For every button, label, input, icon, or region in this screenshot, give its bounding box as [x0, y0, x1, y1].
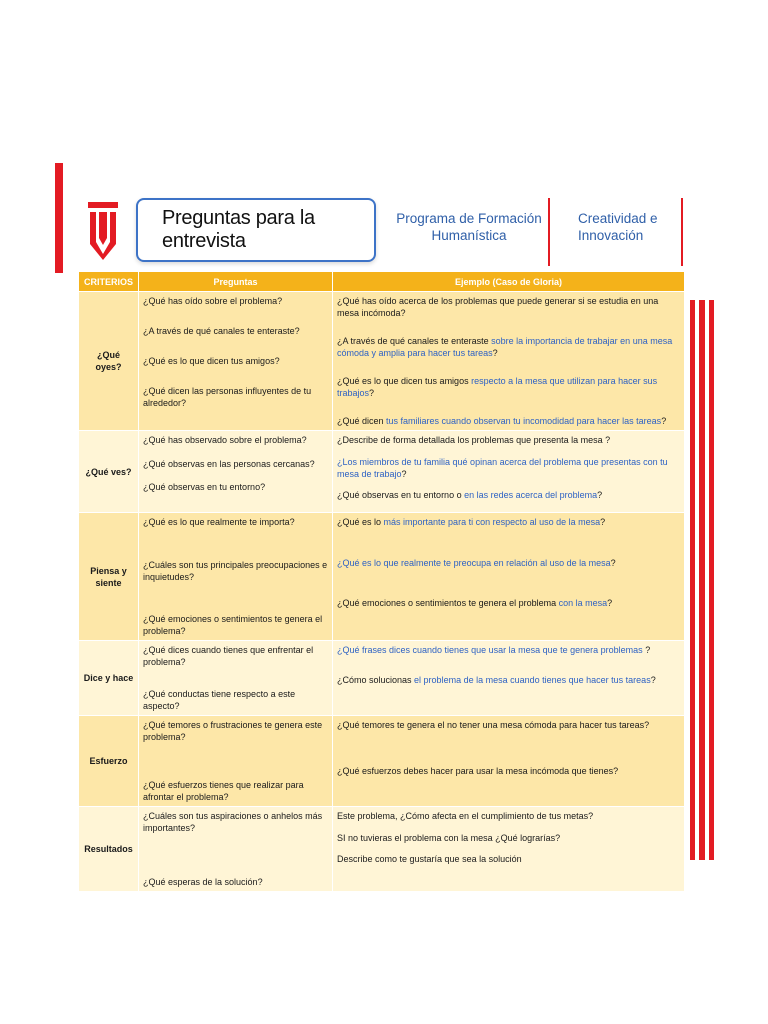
- table-row: [79, 716, 685, 807]
- ejemplo-text: [337, 644, 680, 656]
- preguntas-cell: [139, 716, 333, 807]
- ejemplo-text-black: SI no tuvieras el problema con la mesa ¿Qué lograrías?: [337, 832, 561, 843]
- preguntas-cell: [139, 641, 333, 716]
- ejemplo-text-tail: ?: [610, 557, 616, 568]
- ejemplo-text-tail: ?: [661, 416, 667, 426]
- ejemplo-text-tail: ?: [642, 645, 651, 655]
- ejemplo-text: [337, 557, 680, 569]
- ejemplo-text: [337, 295, 680, 319]
- ejemplo-text-tail: ?: [650, 675, 656, 685]
- ejemplo-text-highlight: ¿Los miembros de tu familia qué opinan acerca del problema que presentas con tu mesa de trabajo: [337, 456, 668, 479]
- table-header-row: [79, 272, 685, 292]
- ejemplo-text-highlight: con la mesa: [558, 598, 608, 608]
- criterio-cell: Resultados: [79, 807, 139, 892]
- ejemplo-text-tail: ?: [401, 468, 407, 479]
- ejemplo-text-black: ¿Cómo solucionas: [337, 675, 415, 685]
- program-label: Programa de Formación Humanística: [396, 211, 542, 243]
- ejemplo-text-black: ¿Qué esfuerzos debes hacer para usar la mesa incómoda que tienes?: [337, 766, 619, 776]
- ejemplo-text-highlight: sobre la importancia de trabajar en una mesa cómoda y amplia para hacer tus tareas: [337, 336, 673, 358]
- ejemplo-text: [337, 719, 680, 731]
- page-title-box: [136, 198, 376, 262]
- ejemplo-text-highlight: ¿Qué es lo que realmente te preocupa en relación al uso de la mesa: [337, 557, 611, 568]
- ejemplo-text: [337, 434, 680, 446]
- criterio-cell: ¿Qué ves?: [79, 431, 139, 513]
- ejemplo-cell: [333, 807, 685, 892]
- ejemplo-text: [337, 489, 680, 501]
- ejemplo-text: [337, 335, 680, 359]
- ejemplo-text-black: ¿Qué dicen: [337, 416, 387, 426]
- table-row: [79, 292, 685, 431]
- ejemplo-text-tail: ?: [492, 348, 498, 358]
- pregunta-text: ¿Qué emociones o sentimientos te genera el problema?: [143, 614, 323, 636]
- university-logo-icon: [86, 198, 120, 262]
- preguntas-cell: [139, 292, 333, 431]
- preguntas-cell: [139, 513, 333, 641]
- criterio-cell: Piensa y siente: [79, 513, 139, 641]
- ejemplo-cell: [333, 513, 685, 641]
- table-row: [79, 513, 685, 641]
- pregunta-text: ¿Qué es lo que dicen tus amigos?: [143, 356, 280, 366]
- pregunta-text: ¿Qué has oído sobre el problema?: [143, 296, 283, 306]
- ejemplo-text-highlight: más importante para ti con respecto al uso de la mesa: [383, 517, 601, 527]
- interview-table: [78, 271, 685, 892]
- table-row: [79, 807, 685, 892]
- ejemplo-text-tail: ?: [597, 490, 603, 500]
- ejemplo-cell: [333, 716, 685, 807]
- pregunta-text: ¿Qué observas en tu entorno?: [143, 482, 266, 492]
- ejemplo-text: [337, 597, 680, 609]
- ejemplo-text: [337, 674, 680, 686]
- pregunta-text: ¿Qué temores o frustraciones te genera este problema?: [143, 720, 323, 742]
- header-divider: [681, 198, 683, 266]
- ejemplo-text-black: Describe como te gustaría que sea la solución: [337, 854, 522, 864]
- pregunta-text: ¿A través de qué canales te enteraste?: [143, 326, 300, 336]
- ejemplo-text: [337, 853, 680, 865]
- ejemplo-text-tail: ?: [600, 517, 606, 527]
- criterio-cell: ¿Qué oyes?: [79, 292, 139, 431]
- preguntas-cell: [139, 431, 333, 513]
- ejemplo-text-tail: ?: [607, 598, 613, 608]
- ejemplo-text: [337, 415, 680, 427]
- column-header-preguntas: Preguntas: [139, 272, 333, 292]
- ejemplo-text-black: ¿Qué es lo que dicen tus amigos: [337, 376, 472, 386]
- pregunta-text: ¿Qué dices cuando tienes que enfrentar el problema?: [143, 645, 314, 667]
- ejemplo-text: [337, 516, 680, 528]
- ejemplo-text-black: ¿Qué es lo: [337, 517, 384, 527]
- header-divider: [548, 198, 550, 266]
- ejemplo-text-highlight: ¿Qué frases dices cuando tienes que usar la mesa que te genera problemas: [337, 645, 643, 655]
- criterio-cell: Esfuerzo: [79, 716, 139, 807]
- ejemplo-text-black: ¿Qué emociones o sentimientos te genera el problema: [337, 598, 559, 608]
- pregunta-text: ¿Qué esfuerzos tienes que realizar para afrontar el problema?: [143, 780, 304, 802]
- pregunta-text: ¿Qué has observado sobre el problema?: [143, 435, 307, 445]
- left-accent-bar: [55, 163, 63, 273]
- ejemplo-text-highlight: el problema de la mesa cuando tienes que hacer tus tareas: [414, 675, 651, 685]
- ejemplo-text-highlight: respecto a la mesa que utilizan para hacer sus trabajos: [337, 376, 658, 398]
- pregunta-text: ¿Qué dicen las personas influyentes de tu alrededor?: [143, 386, 312, 408]
- table-row: [79, 431, 685, 513]
- pregunta-text: ¿Qué esperas de la solución?: [143, 877, 263, 887]
- ejemplo-text-black: ¿Describe de forma detallada los problemas que presenta la mesa ?: [337, 435, 611, 445]
- ejemplo-text: [337, 456, 680, 480]
- ejemplo-text-tail: ?: [369, 388, 375, 398]
- criterio-cell: Dice y hace: [79, 641, 139, 716]
- pregunta-text: ¿Qué observas en las personas cercanas?: [143, 458, 315, 469]
- pregunta-text: ¿Qué es lo que realmente te importa?: [143, 517, 295, 527]
- ejemplo-text-black: ¿Qué temores te genera el no tener una mesa cómoda para hacer tus tareas?: [337, 720, 650, 730]
- course-label: Creatividad e Innovación: [578, 211, 658, 243]
- ejemplo-text-highlight: en las redes acerca del problema: [464, 490, 598, 500]
- ejemplo-text-highlight: tus familiares cuando observan tu incomodidad para hacer las tareas: [386, 416, 662, 426]
- ejemplo-text-black: ¿Qué observas en tu entorno o: [337, 490, 465, 500]
- pregunta-text: ¿Cuáles son tus principales preocupaciones e inquietudes?: [143, 559, 328, 582]
- ejemplo-text: [337, 375, 680, 399]
- ejemplo-text-black: ¿A través de qué canales te enteraste: [337, 336, 492, 346]
- ejemplo-cell: [333, 292, 685, 431]
- page-title: Preguntas para la entrevista: [162, 207, 315, 252]
- ejemplo-text: [337, 765, 680, 777]
- column-header-criterios: CRITERIOS: [79, 272, 139, 292]
- table-row: [79, 641, 685, 716]
- column-header-ejemplo: Ejemplo (Caso de Gloria): [333, 272, 685, 292]
- ejemplo-text: [337, 810, 680, 822]
- ejemplo-text-black: ¿Qué has oído acerca de los problemas que puede generar si se estudia en una mesa incómoda?: [337, 296, 659, 318]
- right-decorative-stripes: [690, 300, 714, 860]
- ejemplo-text: [337, 832, 680, 844]
- preguntas-cell: [139, 807, 333, 892]
- pregunta-text: ¿Cuáles son tus aspiraciones o anhelos más importantes?: [143, 811, 323, 833]
- ejemplo-cell: [333, 641, 685, 716]
- ejemplo-text-black: Este problema, ¿Cómo afecta en el cumplimiento de tus metas?: [337, 811, 594, 821]
- pregunta-text: ¿Qué conductas tiene respecto a este aspecto?: [143, 689, 296, 711]
- ejemplo-cell: [333, 431, 685, 513]
